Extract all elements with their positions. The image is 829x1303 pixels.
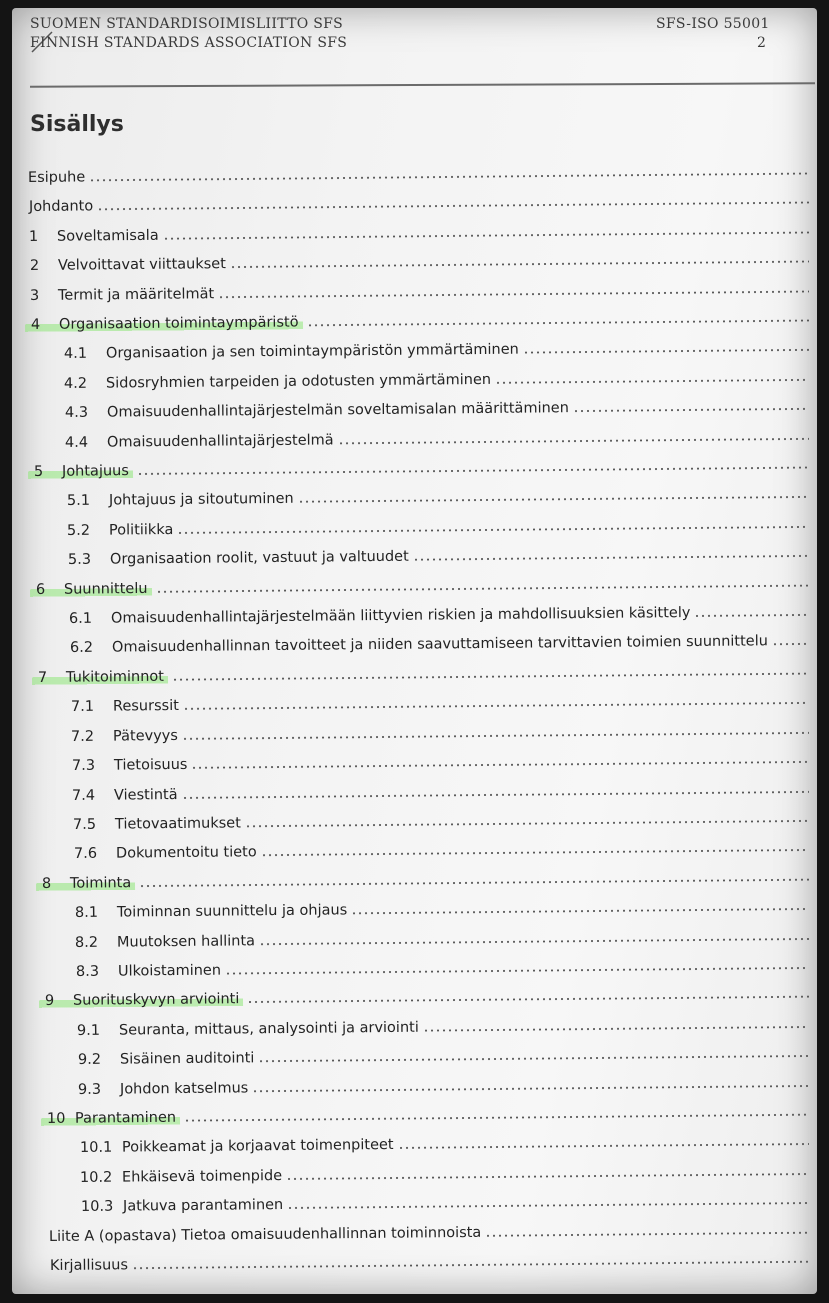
toc-entry-label: Seuranta, mittaus, analysointi ja arviointi	[119, 1019, 420, 1039]
toc-entry-label: Resurssit	[112, 698, 179, 715]
toc-leader-dots	[177, 526, 809, 534]
toc-leader-dots	[183, 702, 809, 710]
toc-entry-label: Soveltamisala	[57, 227, 159, 245]
toc-entry-label: Johtajuus ja sitoutuminen	[108, 491, 294, 510]
toc-leader-dots	[297, 496, 809, 503]
toc-entry	[65, 398, 809, 421]
toc-leader-dots	[260, 937, 809, 944]
toc-entry-label: Esipuhe	[27, 169, 86, 186]
toc-entry-label: Liite A (opastava) Tietoa omaisuudenhallinnan toiminnoista	[49, 1224, 482, 1245]
toc-entry	[76, 957, 809, 980]
toc-leader-dots	[338, 438, 809, 445]
toc-entry-number: 4.1	[63, 346, 87, 363]
header-rule	[30, 82, 815, 87]
toc-entry	[77, 1016, 809, 1039]
toc-entry	[74, 839, 809, 862]
toc-entry-label: Toiminnan suunnittelu ja ohjaus	[116, 902, 348, 921]
toc-entry	[80, 1163, 809, 1186]
toc-entry-number: 5.1	[66, 493, 90, 510]
toc-entry-number: 7.2	[71, 728, 95, 745]
page-title: Sisällys	[30, 112, 124, 137]
toc-entry-label: Ehkäisevä toimenpide	[122, 1167, 283, 1186]
toc-entry-label: Suunnittelu	[64, 581, 152, 598]
toc-leader-dots	[260, 849, 809, 856]
toc-entry-label: Kirjallisuus	[49, 1257, 129, 1274]
toc-leader-dots	[137, 467, 809, 475]
toc-entry-number: 4.2	[64, 375, 88, 392]
toc-entry	[28, 163, 809, 186]
toc-leader-dots	[573, 408, 809, 412]
toc-leader-dots	[182, 790, 809, 798]
toc-entry	[80, 1133, 809, 1156]
toc-entry	[67, 516, 809, 539]
toc-entry	[36, 574, 809, 597]
toc-entry-number: 9.3	[78, 1081, 102, 1098]
toc-entry-label: Omaisuudenhallintajärjestelmä	[107, 432, 335, 451]
header-org-fi: SUOMEN STANDARDISOIMISLIITTO SFS	[30, 16, 344, 32]
toc-entry-number: 7.4	[72, 787, 96, 804]
toc-entry-label: Organisaation roolit, vastuut ja valtuudet	[109, 548, 409, 568]
toc-entry-label: Pätevyys	[113, 727, 179, 745]
toc-entry-number: 9.1	[77, 1022, 101, 1039]
toc-entry	[81, 1192, 809, 1215]
toc-entry-number: 7.3	[71, 757, 96, 775]
toc-leader-dots	[247, 996, 809, 1003]
toc-entry	[30, 280, 809, 303]
toc-entry-number: 6	[30, 581, 64, 597]
toc-entry-number: 5	[28, 464, 62, 480]
toc-entry	[31, 310, 809, 333]
toc-entry-label: Politiikka	[109, 521, 174, 539]
toc-entry-label: Organisaation toimintaympäristö	[59, 314, 303, 332]
toc-entry-label: Suorituskyvyn arviointi	[73, 991, 244, 1009]
toc-entry-number: 2	[29, 258, 40, 275]
toc-entry-number: 4	[25, 317, 59, 333]
toc-entry-number: 5.2	[67, 522, 91, 539]
toc-leader-dots	[397, 1143, 809, 1149]
toc-entry	[73, 810, 809, 833]
toc-entry-number: 10.1	[79, 1140, 112, 1157]
toc-entry	[45, 986, 809, 1009]
toc-leader-dots	[286, 1173, 809, 1180]
toc-leader-dots	[182, 732, 809, 740]
toc-entry-label: Velvoittavat viittaukset	[57, 256, 226, 274]
toc-entry	[69, 604, 809, 627]
toc-entry-number: 6.1	[68, 610, 93, 628]
toc-leader-dots	[412, 555, 809, 561]
toc-leader-dots	[172, 672, 809, 680]
toc-leader-dots	[163, 231, 809, 239]
header-page-number: 2	[757, 35, 767, 51]
toc-entry	[78, 1075, 809, 1098]
toc-entry-label: Ulkoistaminen	[117, 962, 222, 980]
toc-entry-label: Omaisuudenhallinnan tavoitteet ja niiden saavuttamiseen tarvittavien toimien suunnittelu	[111, 633, 768, 657]
toc-leader-dots	[184, 1114, 809, 1122]
toc-entry	[29, 192, 810, 215]
toc-entry-number: 7.1	[70, 699, 94, 716]
toc-entry-label: Omaisuudenhallintajärjestelmään liittyvien riskien ja mahdollisuuksien käsittely	[110, 605, 691, 627]
toc-entry	[68, 545, 809, 568]
toc-entry	[75, 898, 809, 921]
toc-entry-number: 3	[30, 287, 40, 304]
toc-entry-label: Parantaminen	[75, 1110, 180, 1127]
toc-entry-label: Omaisuudenhallintajärjestelmän soveltamisalan määrittäminen	[106, 400, 569, 421]
toc-entry-number: 7.5	[73, 816, 97, 833]
toc-entry-label: Tietoisuus	[113, 756, 188, 774]
toc-leader-dots	[97, 202, 809, 211]
toc-entry	[42, 868, 809, 891]
toc-leader-dots	[225, 967, 809, 975]
toc-entry-number: 8	[36, 875, 70, 891]
toc-leader-dots	[522, 349, 809, 354]
toc-entry	[64, 369, 809, 392]
toc-entry-label: Dokumentoitu tieto	[115, 844, 257, 862]
toc-entry-number: 10.2	[80, 1169, 113, 1186]
toc-entry-label: Tietovaatimukset	[114, 815, 242, 833]
toc-entry	[69, 633, 809, 656]
toc-entry-label: Jatkuva parantaminen	[122, 1197, 284, 1215]
toc-entry-label: Viestintä	[114, 786, 179, 804]
toc-entry	[71, 692, 809, 715]
header-org-en: FINNISH STANDARDS ASSOCIATION SFS	[30, 35, 348, 51]
toc-entry	[49, 1221, 809, 1244]
toc-entry	[78, 1045, 809, 1068]
toc-entry	[72, 780, 809, 803]
toc-entry	[34, 457, 809, 480]
toc-entry-label: Muutoksen hallinta	[117, 932, 256, 951]
toc-leader-dots	[307, 320, 809, 327]
toc-entry-label: Organisaation ja sen toimintaympäristön ymmärtäminen	[105, 342, 519, 363]
toc-entry-number: 10.3	[80, 1198, 114, 1216]
toc-entry	[30, 251, 809, 274]
toc-entry	[71, 722, 809, 745]
toc-entry-label: Sidosryhmien tarpeiden ja odotusten ymmärtäminen	[106, 371, 492, 392]
toc-leader-dots	[495, 379, 809, 384]
toc-leader-dots	[486, 1231, 809, 1236]
toc-entry-number: 8.2	[75, 934, 99, 951]
toc-leader-dots	[694, 614, 809, 617]
toc-entry	[75, 927, 809, 950]
toc-entry-label: Tukitoiminnot	[66, 669, 168, 686]
toc-leader-dots	[287, 1202, 809, 1209]
toc-leader-dots	[191, 761, 809, 769]
toc-entry-label: Johdanto	[28, 198, 93, 216]
toc-leader-dots	[423, 1026, 809, 1032]
toc-entry-number: 4.3	[64, 405, 88, 422]
toc-entry-number: 1	[29, 228, 39, 245]
toc-entry-number: 9.2	[77, 1051, 101, 1069]
toc-entry-number: 10	[41, 1111, 75, 1127]
toc-entry-label: Termit ja määritelmät	[58, 285, 215, 304]
toc-leader-dots	[139, 878, 808, 886]
toc-leader-dots	[245, 820, 809, 827]
toc-entry-label: Sisäinen auditointi	[119, 1050, 255, 1068]
toc-leader-dots	[258, 1055, 809, 1062]
toc-leader-dots	[771, 643, 809, 645]
toc-entry-number: 8.1	[74, 904, 98, 922]
toc-leader-dots	[89, 173, 809, 182]
toc-entry-number: 5.3	[67, 552, 91, 569]
toc-entry	[47, 1104, 809, 1127]
toc-entry	[66, 486, 809, 509]
toc-entry	[72, 751, 809, 774]
toc-leader-dots	[253, 1085, 809, 1092]
toc-leader-dots	[351, 908, 809, 914]
toc-leader-dots	[219, 290, 809, 298]
header-standard: SFS-ISO 55001	[656, 16, 770, 32]
toc-entry	[38, 662, 809, 685]
toc-leader-dots	[230, 261, 809, 269]
toc-entry	[63, 339, 809, 362]
document-page	[12, 8, 817, 1294]
toc-entry	[65, 428, 809, 451]
toc-entry-number: 8.3	[75, 963, 100, 980]
toc-leader-dots	[132, 1261, 809, 1269]
toc-leader-dots	[156, 584, 809, 592]
toc-entry-number: 7.6	[73, 846, 97, 863]
toc-entry	[50, 1251, 809, 1274]
toc-entry-label: Johdon katselmus	[120, 1079, 249, 1098]
toc-entry-number: 9	[39, 993, 73, 1009]
toc-entry	[29, 221, 809, 244]
toc-entry-number: 7	[32, 670, 66, 686]
toc-entry-label: Johtajuus	[62, 463, 133, 480]
toc-entry-label: Toiminta	[70, 875, 135, 892]
toc-entry-number: 4.4	[65, 434, 89, 451]
toc-entry-label: Poikkeamat ja korjaavat toimenpiteet	[121, 1137, 394, 1156]
toc-entry-number: 6.2	[69, 640, 93, 657]
